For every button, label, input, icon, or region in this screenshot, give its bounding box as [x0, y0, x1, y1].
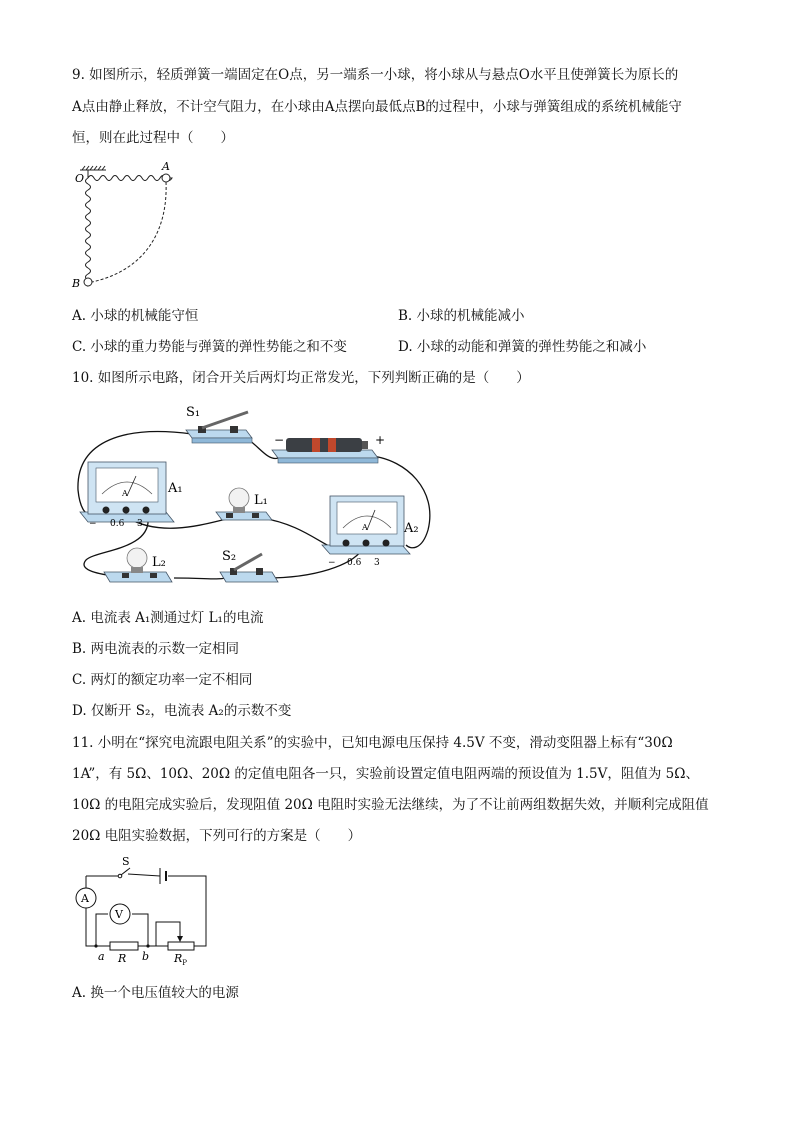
point-b-label: b: [142, 950, 150, 963]
q9-option-b: B. 小球的机械能减小: [398, 308, 525, 324]
vertical-spring: [86, 178, 91, 286]
q11-circuit-diagram: [70, 852, 220, 972]
q9-option-d: D. 小球的动能和弹簧的弹性势能之和减小: [398, 339, 647, 355]
rheostat-rp: [168, 942, 194, 950]
q11-stem-line-2: 1A”，有 5Ω、10Ω、20Ω 的定值电阻各一只，实验前设置定值电阻两端的预设值为 1.5V，阻值为 5Ω、: [72, 766, 699, 782]
point-a-label: a: [98, 950, 105, 963]
label-b: B: [72, 277, 81, 290]
q9-stem-line-1: 9. 如图所示，轻质弹簧一端固定在O点，另一端系一小球，将小球从与悬点O水平且使弹簧长为原长的: [72, 67, 679, 83]
q11-wires: [86, 874, 206, 946]
label-battery-minus: −: [274, 433, 285, 447]
q10-circuit-figure: [66, 400, 436, 595]
label-a: A: [162, 160, 170, 173]
q11-stem-line-3: 10Ω 的电阻完成实验后，发现阻值 20Ω 电阻时实验无法继续，为了不让前两组数据失效，并顺利完成阻值: [72, 797, 709, 813]
rheostat-label: $R_P$: [174, 952, 188, 967]
battery: [160, 868, 166, 884]
q9-option-c: C. 小球的重力势能与弹簧的弹性势能之和不变: [72, 339, 347, 355]
horizontal-spring: [88, 176, 172, 181]
a2-terminal-06: 0.6: [347, 558, 362, 568]
q10-stem-line-1: 10. 如图所示电路，闭合开关后两灯均正常发光，下列判断正确的是（ ）: [72, 370, 530, 386]
a2-terminal-minus: −: [328, 558, 336, 568]
label-l1: L₁: [254, 493, 268, 508]
a1-meter-symbol: A: [122, 489, 128, 498]
q9-stem-line-2: A点由静止释放，不计空气阻力，在小球由A点摆向最低点B的过程中，小球与弹簧组成的系统机械能守: [72, 99, 682, 115]
q10-option-d: D. 仅断开 S₂，电流表 A₂的示数不变: [72, 703, 292, 719]
q10-option-a: A. 电流表 A₁测通过灯 L₁的电流: [72, 610, 264, 626]
q9-spring-pendulum-figure: [66, 160, 186, 295]
trajectory-dashed: [92, 182, 166, 282]
ball-at-a: [162, 174, 170, 182]
voltmeter-symbol: V: [115, 908, 123, 921]
a2-meter-symbol: A: [362, 523, 368, 532]
q10-option-c: C. 两灯的额定功率一定不相同: [72, 672, 253, 688]
q11-stem-line-4: 20Ω 电阻实验数据，下列可行的方案是（ ）: [72, 828, 362, 844]
label-a2: A₂: [404, 521, 419, 536]
resistor-r-label: R: [118, 952, 127, 965]
a1-terminal-3: 3: [137, 519, 143, 529]
label-s1: S₁: [186, 405, 201, 420]
a2-terminal-3: 3: [374, 558, 380, 568]
resistor-r: [110, 942, 138, 950]
label-battery-plus: +: [375, 433, 386, 447]
q11-option-a: A. 换一个电压值较大的电源: [72, 985, 239, 1001]
ammeter-symbol: A: [81, 892, 89, 905]
label-o: O: [75, 172, 85, 185]
q10-option-b: B. 两电流表的示数一定相同: [72, 641, 240, 657]
battery-pack: [272, 438, 378, 463]
label-switch-s: S: [122, 855, 130, 868]
a1-terminal-06: 0.6: [110, 519, 125, 529]
a1-terminal-minus: −: [89, 519, 97, 529]
rheostat-slider-arrow: [177, 936, 183, 942]
q9-stem-line-3: 恒，则在此过程中（ ）: [72, 130, 234, 146]
q9-option-a: A. 小球的机械能守恒: [72, 308, 199, 324]
label-s2: S₂: [222, 549, 237, 564]
label-l2: L₂: [152, 555, 166, 570]
ball-at-b: [84, 278, 92, 286]
label-a1: A₁: [168, 481, 183, 496]
q11-stem-line-1: 11. 小明在“探究电流跟电阻关系”的实验中，已知电源电压保持 4.5V 不变，滑动变阻器上标有“30Ω: [72, 735, 673, 751]
